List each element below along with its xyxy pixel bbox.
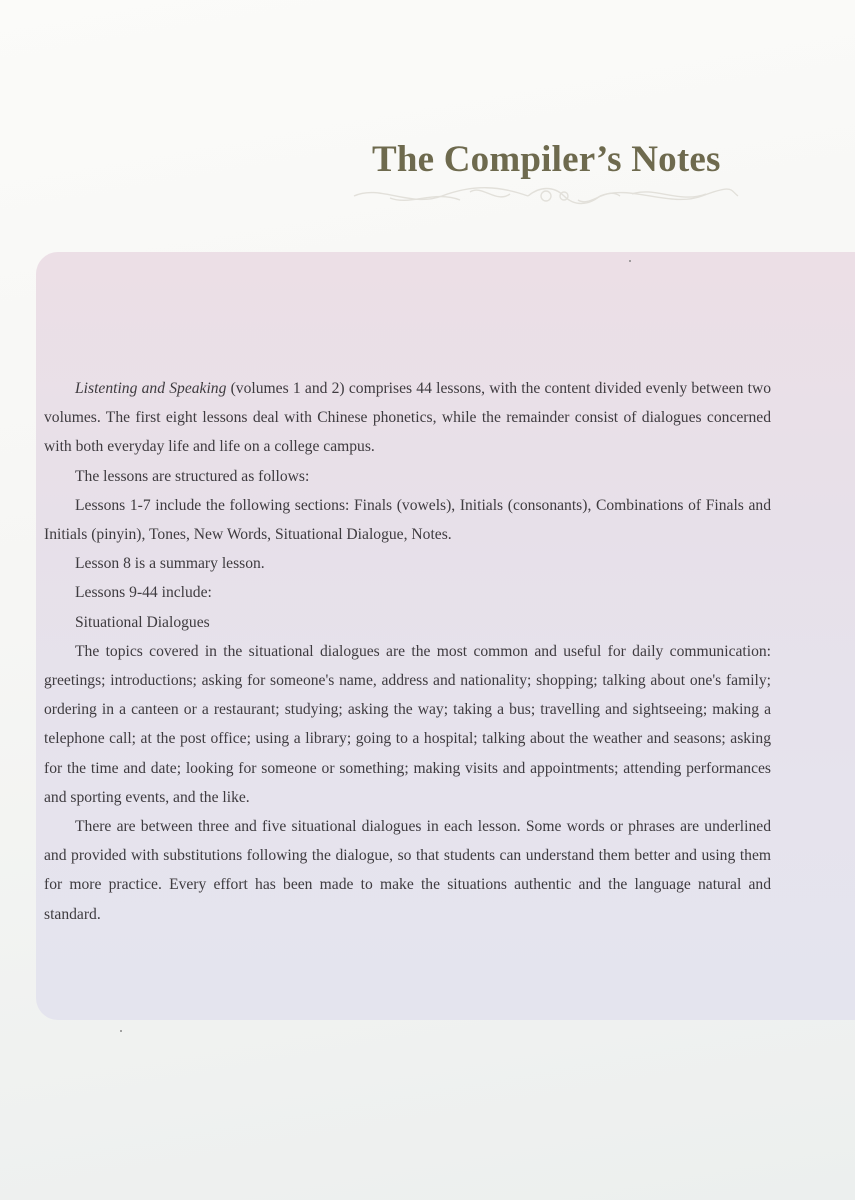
paragraph-lesson-8: Lesson 8 is a summary lesson.	[75, 555, 265, 573]
paragraph-dialogue-details: There are between three and five situational dialogues in each lesson. Some words or phrases are underlined and provided with substitutions following the dialogue, so that students can understand them better and using them for more practice. Every effort has been made to make the situations authentic and the language natural and standard.	[44, 818, 771, 923]
flourish-ornament	[350, 182, 742, 210]
paragraph-lessons-9-44: Lessons 9-44 include:	[75, 584, 212, 602]
paragraph-topics: The topics covered in the situational dialogues are the most common and useful for daily communication: greetings; introductions; asking for someone's name, address and nationality; shopping; talking about one's family; ordering in a canteen or a restaurant; studying; asking the way; taking a bus; travelling and sightseeing; making a telephone call; at the post office; using a library; going to a hospital; talking about the weather and seasons; asking for the time and date; looking for someone or something; making visits and appointments; attending performances and sporting events, and the like.	[44, 642, 771, 806]
book-title-italic: Listenting and Speaking	[75, 380, 227, 397]
paragraph-situational-dialogues: Situational Dialogues	[75, 613, 210, 631]
heading-block	[340, 138, 760, 218]
notes-body	[44, 374, 771, 929]
paragraph-structure: The lessons are structured as follows:	[75, 467, 310, 485]
paragraph-intro	[44, 374, 771, 462]
paper-speck	[120, 1030, 122, 1032]
page-title: The Compiler’s Notes	[372, 139, 721, 180]
paper-speck	[629, 260, 631, 262]
paragraph-intro-text: (volumes 1 and 2) comprises 44 lessons, with the content divided evenly between two volumes. The first eight lessons deal with Chinese phonetics, while the remainder consist of dialogues concerned with both everyday life and life on a college campus.	[44, 380, 771, 456]
paragraph-lessons-1-7: Lessons 1-7 include the following sections: Finals (vowels), Initials (consonants), Combinations of Finals and Initials (pinyin), Tones, New Words, Situational Dialogue, Notes.	[44, 496, 771, 544]
